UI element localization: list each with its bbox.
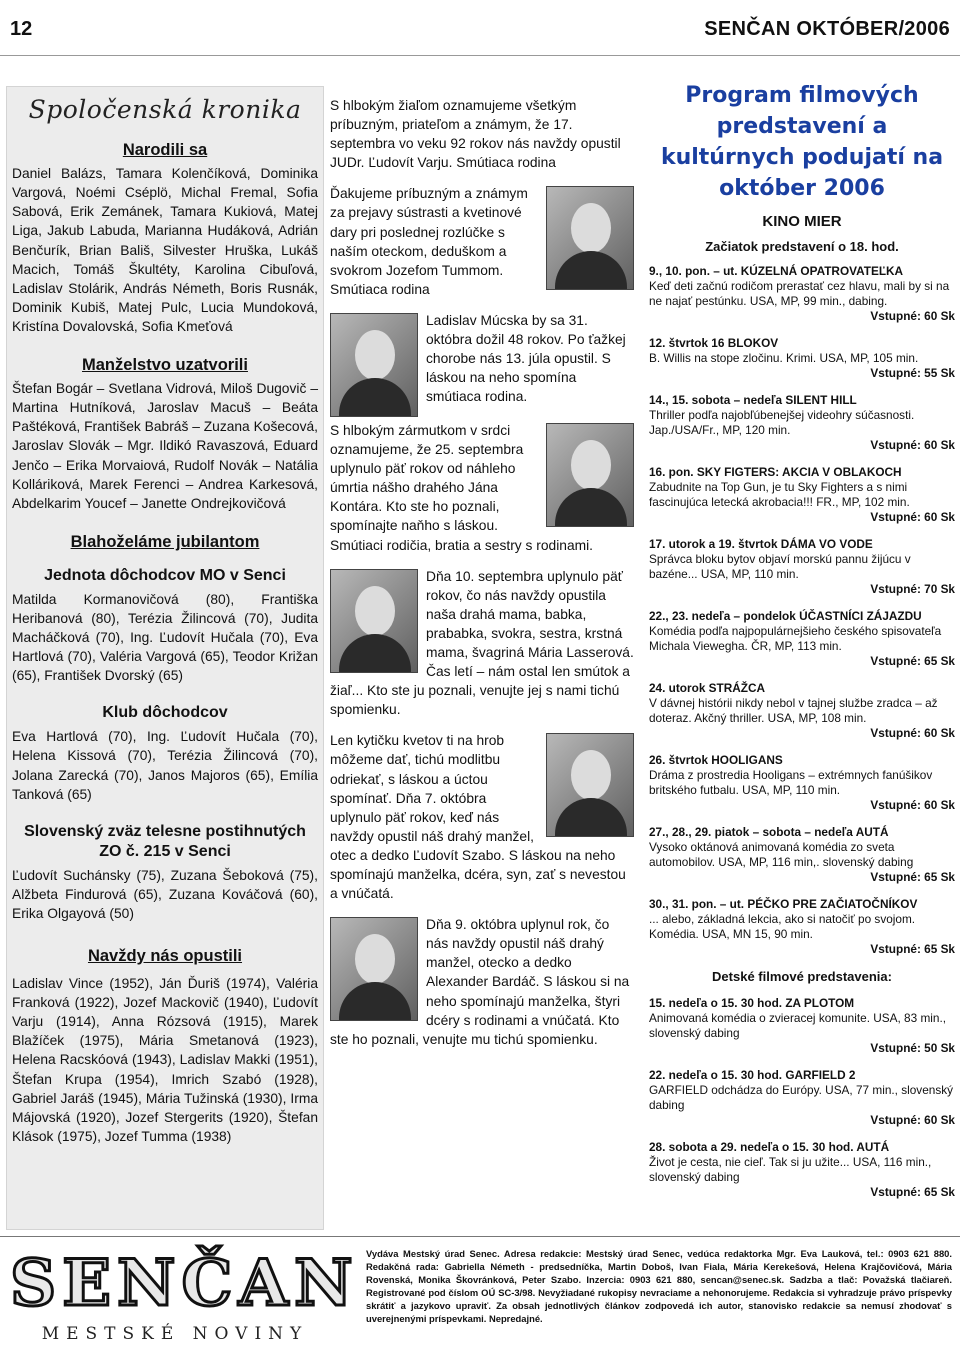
- chronicle-title: Spoločenská kronika: [28, 95, 302, 124]
- event-item: [649, 897, 955, 957]
- event-description: Zabudnite na Top Gun, je tu Sky Fighters a s nimi fascinujúca letecká akrobacia!!! FR., MP, 102 min.: [649, 480, 910, 509]
- departed-text: Ladislav Vince (1952), Ján Ďuriš (1974), Valéria Franková (1922), Jozef Mackovič (1940), Ľudovít Varju (1914), Anna Rózsová (1915), Marek Blažíček (1975), Mária Smetanová (1923), Helena Racskóová (1943), Ladislav Makki (1951), Štefan Krupa (1954), Imrich Szabó (1928), Gabriel Jaráš (1945), Mária Tužinská (1930), Irma Májovská (1920), Jozef Stergerits (1920), Štefan Klások (1975), Jozef Tumma (1938): [12, 976, 318, 1144]
- event-description: Animovaná komédia o zvieracej komunite. USA, 83 min., slovenský dabing: [649, 1011, 947, 1040]
- issue-title: SENČAN OKTÓBER/2006: [704, 18, 950, 40]
- event-item: [649, 996, 955, 1056]
- married-title: Manželstvo uzatvorili: [82, 356, 248, 375]
- event-heading: 9., 10. pon. – ut. KÚZELNÁ OPATROVATEĽKA: [649, 264, 904, 278]
- condolence-7: Dňa 9. októbra uplynul rok, čo nás navždy opustil náš drahý manžel, otecko a dedko Alexander Bardáč. S láskou si na neho spomínajú manželka, štyri dcéry s rodinami a vnúčatá. Kto ste ho poznali, venujte mu tichú spomienku.: [330, 917, 630, 1047]
- event-description: Keď deti začnú rodičom prerastať cez hlavu, mali by si na ne najať pestúnku. USA, MP, 99 min., dabing.: [649, 279, 950, 308]
- event-item: [649, 753, 955, 813]
- event-price: Vstupné: 55 Sk: [870, 366, 955, 380]
- event-heading: 15. nedeľa o 15. 30 hod. ZA PLOTOM: [649, 996, 855, 1010]
- condolence-6: Len kytičku kvetov ti na hrob môžeme dať, tichú modlitbu odriekať, s láskou a úctou spomínať. Dňa 7. októbra uplynulo päť rokov, keď nás navždy opustil náš drahý manžel, otec a dedko Ľudovít Szabo. S láskou na neho spomínajú manželka, dcéra, syn, zať s nevestou a vnúčatá.: [330, 733, 626, 902]
- event-description: GARFIELD odchádza do Európy. USA, 77 min., slovenský dabing: [649, 1083, 954, 1112]
- event-description: B. Willis na stope zločinu. Krimi. USA, MP, 105 min.: [649, 351, 919, 365]
- condolence-5: Dňa 10. septembra uplynulo päť rokov, čo nás navždy opustila naša drahá mama, babka, prababka, svokra, sestra, krstná mama, švagriná Mária Lasserová. Čas letí – nám ostal len smútok a žiaľ... Kto ste ju poznali, venujte jej s nami tichú spomienku.: [330, 568, 634, 718]
- event-description: Správca bloku bytov objaví morskú pannu žijúcu v bazéne... USA, MP, 110 min.: [649, 552, 911, 581]
- event-description: Komédia podľa najpopulárnejšieho českého spisovateľa Michala Viewegha. ČR, MP, 113 min.: [649, 624, 942, 653]
- kids-event-list: [649, 996, 955, 1200]
- event-price: Vstupné: 60 Sk: [870, 309, 955, 323]
- jednota-title: Jednota dôchodcov MO v Senci: [44, 566, 286, 584]
- event-price: Vstupné: 60 Sk: [870, 438, 955, 452]
- event-heading: 14., 15. sobota – nedeľa SILENT HILL: [649, 393, 857, 407]
- event-heading: 28. sobota a 29. nedeľa o 15. 30 hod. AUTÁ: [649, 1140, 890, 1154]
- portrait-photo-2: [330, 313, 418, 417]
- logo-title: SENČAN: [10, 1246, 359, 1321]
- klub-text: Eva Hartlová (70), Ing. Ľudovít Hučala (70), Helena Kissová (70), Terézia Žilincová (70), Jolana Zarecká (70), Janos Majoros (65), Emília Tanková (65): [12, 729, 318, 802]
- portrait-photo-4: [330, 569, 418, 673]
- portrait-photo-5: [546, 733, 634, 837]
- departed-title: Navždy nás opustili: [87, 947, 243, 965]
- event-item: [649, 465, 955, 525]
- kids-title: Detské filmové predstavenia:: [712, 969, 892, 984]
- footer-divider: [0, 1236, 960, 1237]
- event-price: Vstupné: 65 Sk: [870, 870, 955, 884]
- event-price: Vstupné: 50 Sk: [870, 1041, 955, 1055]
- portrait-photo-1: [546, 186, 634, 290]
- logo-subtitle: MESTSKÉ NOVINY: [41, 1324, 309, 1344]
- event-price: Vstupné: 60 Sk: [870, 798, 955, 812]
- event-item: [649, 537, 955, 597]
- event-description: Dráma z prostredia Hooligans – extrémnych fanúšikov britského futbalu. USA, MP, 110 min.: [649, 768, 933, 797]
- event-item: [649, 393, 955, 453]
- event-list: [649, 264, 955, 957]
- event-price: Vstupné: 70 Sk: [870, 582, 955, 596]
- married-text: Štefan Bogár – Svetlana Vidrová, Miloš Dugovič – Martina Hutníková, Jaroslav Macuš – Beáta Paštéková, František Babráš – Zuzana Košecová, Jaroslav Slovák – Mgr. Ildikó Ravaszová, Eduard Jenčo – Erika Morvaiová, Rudolf Novák – Natália Kolláriková, Marek Ferenci – Andrea Karkesová, Abdelkarim Youcef – Janette Ondrejkovičová: [12, 381, 318, 511]
- event-price: Vstupné: 65 Sk: [870, 654, 955, 668]
- event-price: Vstupné: 60 Sk: [870, 1113, 955, 1127]
- event-description: Vysoko oktánová animovaná komédia zo sveta automobilov. USA, MP, 116 min,. slovenský dabing: [649, 840, 914, 869]
- event-price: Vstupné: 60 Sk: [870, 510, 955, 524]
- event-heading: 22., 23. nedeľa – pondelok ÚČASTNÍCI ZÁJAZDU: [649, 609, 922, 623]
- event-item: [649, 264, 955, 324]
- event-heading: 26. štvrtok HOOLIGANS: [649, 753, 783, 767]
- event-heading: 17. utorok a 19. štvrtok DÁMA VO VODE: [649, 537, 873, 551]
- jubilee-title: Blahoželáme jubilantom: [70, 532, 260, 551]
- jednota-text: Matilda Kormanovičová (80), Františka Heribanová (80), Terézia Žilincová (70), Judita Macháčková (70), Ing. Ľudovít Hučala (70), Eva Hartlová (70), Valéria Vargová (65), Teodor Križan (65), František Dvorský (65): [12, 591, 318, 684]
- event-item: [649, 336, 955, 381]
- condolences-column: [330, 96, 634, 1061]
- event-heading: 16. pon. SKY FIGTERS: AKCIA V OBLAKOCH: [649, 465, 902, 479]
- condolence-4: S hlbokým zármutkom v srdci oznamujeme, že 25. septembra uplynulo päť rokov od náhleho úmrtia nášho drahého Jána Kontára. Kto ste ho poznali, spomínajte naňho s láskou. Smútiaci rodičia, bratia a sestry s rodinami.: [330, 422, 594, 553]
- portrait-photo-3: [546, 423, 634, 527]
- event-description: Thriller podľa najobľúbenejšej videohry súčasnosti. Jap./USA/Fr., MP, 120 min.: [649, 408, 915, 437]
- event-item: [649, 1140, 955, 1200]
- condolence-2: Ďakujeme príbuzným a známym za prejavy sústrasti a kvetinové dary pri poslednej rozlúčke s naším oteckom, deduškom a svokrom Jozefom Tummom. Smútiaca rodina: [330, 186, 528, 297]
- event-item: [649, 825, 955, 885]
- imprint-text: Vydáva Mestský úrad Senec. Adresa redakcie: Mestský úrad Senec, vedúca redaktorka Mgr. Eva Lauková, tel.: 0903 621 880. Redakčná rada: Gabriella Németh - predsedníčka, Martin Doboš, Ivan Fiala, Mária Kerekešová, Helena Krajčovičová, Mária Rovenská, Monika Škovránková, Peter Szabo. Inzercia: 0903 621 880, sencan@senec.sk. Sadzba a tlač: Považská tlačiareň. Registrované pod číslom OÚ SC-3/98. Nevyžiadané rukopisy nevraciame a nehonorujeme. Redakcia si vyhradzuje právo príspevky skrátiť a jazykovo upraviť. Za obsah jednotlivých článkov zodpovedá ich autor, stanovisko redakcie sa nemusí zhodovať s uverejnenými príspevkami. Nepredajné.: [366, 1248, 952, 1324]
- program-column: [649, 80, 955, 1212]
- event-item: [649, 681, 955, 741]
- event-heading: 27., 28., 29. piatok – sobota – nedeľa AUTÁ: [649, 825, 889, 839]
- cinema-name: KINO MIER: [762, 213, 842, 230]
- event-price: Vstupné: 65 Sk: [870, 942, 955, 956]
- program-title: Program filmových predstavení a kultúrnych podujatí na október 2006: [660, 83, 944, 201]
- event-heading: 30., 31. pon. – ut. PÉČKO PRE ZAČIATOČNÍKOV: [649, 897, 918, 911]
- start-time: Začiatok predstavení o 18. hod.: [705, 239, 899, 254]
- event-item: [649, 609, 955, 669]
- event-price: Vstupné: 65 Sk: [870, 1185, 955, 1199]
- klub-title: Klub dôchodcov: [102, 704, 228, 722]
- born-text: Daniel Balázs, Tamara Kolenčíková, Dominika Vargová, Noémi Cséplö, Michal Fremal, Sofia Sabová, Erik Zemánek, Tamara Kukiová, Matej Liga, Jakub Labuda, Marianna Hudáková, Adrián Benčurík, Brian Bališ, Silvester Hruška, Lukáš Macich, Tomáš Škultéty, Karolina Cibuľová, Ladislav Stolárik, András Németh, Boris Rusnák, Dominik Kubiš, Matej Pulc, Lucia Mundoková, Kristína Dovalovská, Sofia Kmeťová: [12, 166, 318, 334]
- condolence-3: Ladislav Múcska by sa 31. októbra dožil 48 rokov. Po ťažkej chorobe nás 13. júla opustil. S láskou na neho spomína smútiaca rodina.: [426, 312, 626, 405]
- event-item: [649, 1068, 955, 1128]
- newspaper-logo: [10, 1246, 359, 1354]
- portrait-photo-6: [330, 917, 418, 1021]
- page-number: 12: [10, 18, 33, 40]
- born-title: Narodili sa: [122, 141, 208, 160]
- event-heading: 12. štvrtok 16 BLOKOV: [649, 336, 779, 350]
- event-description: Život je cesta, nie cieľ. Tak si ju užite... USA, 116 min., slovenský dabing: [649, 1155, 932, 1184]
- event-price: Vstupné: 60 Sk: [870, 726, 955, 740]
- event-heading: 24. utorok STRÁŽCA: [649, 681, 766, 695]
- svaz-text: Ľudovít Suchánsky (75), Zuzana Šeboková (75), Alžbeta Findurová (65), Zuzana Kováčová (60), Erika Olgayová (50): [12, 867, 318, 921]
- event-heading: 22. nedeľa o 15. 30 hod. GARFIELD 2: [649, 1068, 856, 1082]
- event-description: V dávnej histórii nikdy nebol v tajnej službe zradca – až doteraz. Akčný thriller. USA, MP, 108 min.: [649, 696, 938, 725]
- event-description: ... alebo, základná lekcia, ako si natočiť po svojom. Komédia. USA, MN 15, 90 min.: [649, 912, 916, 941]
- chronicle-column: [12, 94, 318, 1160]
- condolence-1: S hlbokým žiaľom oznamujeme všetkým príbuzným, priateľom a známym, že 17. septembra vo veku 92 rokov nás navždy opustil JUDr. Ľudovít Varju. Smútiaca rodina: [330, 98, 621, 171]
- svaz-title: Slovenský zväz telesne postihnutých ZO č. 215 v Senci: [24, 822, 306, 860]
